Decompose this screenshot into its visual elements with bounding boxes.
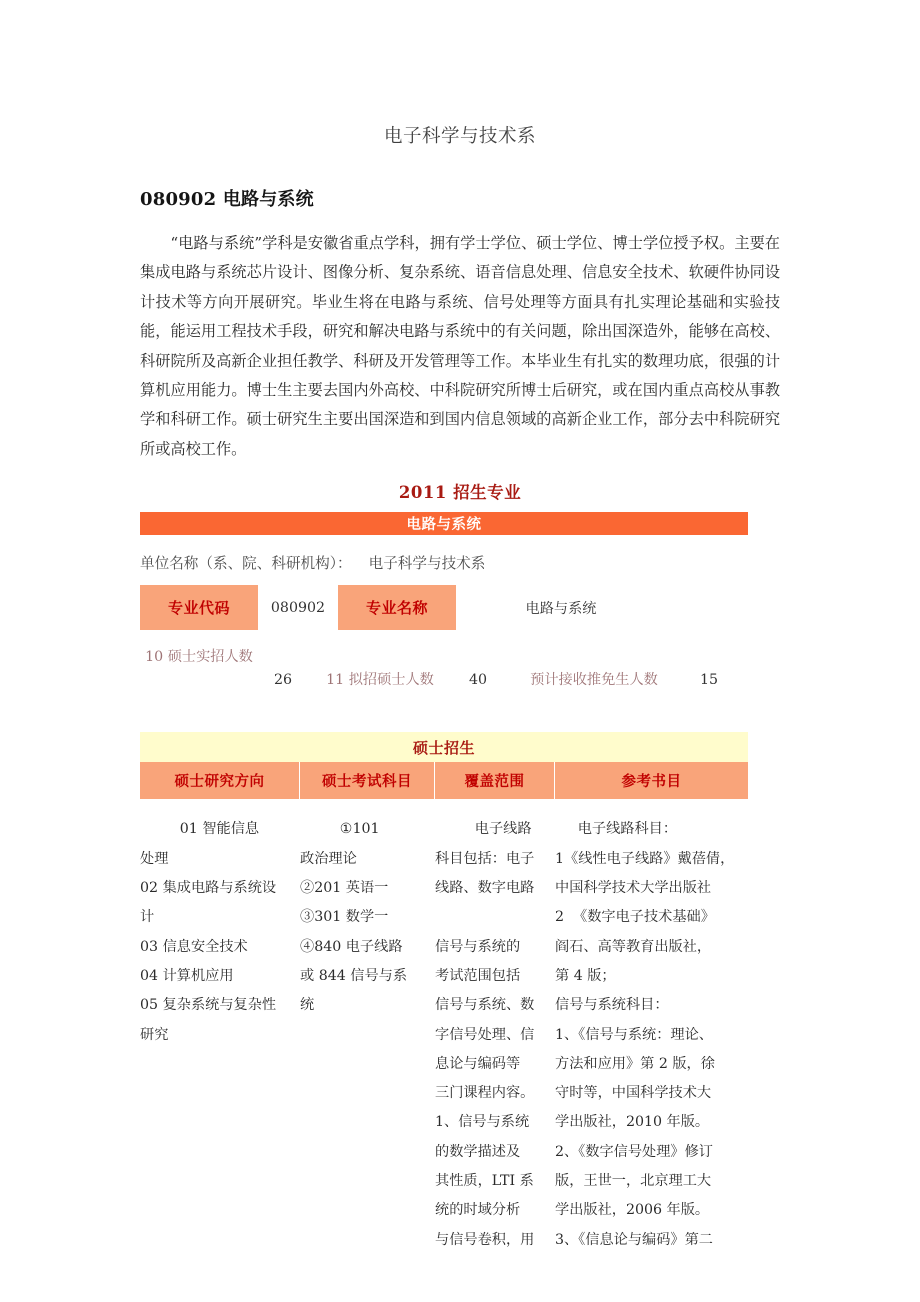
text-line: 1、信号与系统 bbox=[435, 1114, 530, 1131]
column-header-scope: 覆盖范围 bbox=[435, 762, 555, 799]
intro-paragraph: “电路与系统”学科是安徽省重点学科，拥有学士学位、硕士学位、博士学位授予权。主要在集成电路与系统芯片设计、图像分析、复杂系统、语音信息处理、信息安全技术、软硬件协同设计技术等方向开展研究。毕业生将在电路与系统、信号处理等方面具有扎实理论基础和实验技能，能运用工程技术手段，研究和解决电路与系统中的有关问题，除出国深造外，能够在高校、科研院所及高新企业担任教学、科研及开发管理等工作。本毕业生有扎实的数理功底，很强的计算机应用能力。博士生主要去国内外高校、中科院研究所博士后研究，或在国内重点高校从事教学和科研工作。硕士研究生主要出国深造和到国内信息领域的高新企业工作，部分去中科院研究所或高校工作。 bbox=[140, 234, 780, 458]
text-line: 息论与编码等 bbox=[435, 1055, 521, 1072]
text-line: 2 《数字电子技术基础》 bbox=[555, 909, 715, 926]
text-line: 守时等，中国科学技术大 bbox=[555, 1085, 712, 1102]
column-header-directions: 硕士研究方向 bbox=[140, 762, 300, 799]
cell-subjects bbox=[300, 815, 435, 1254]
major-code-value: 080902 bbox=[270, 599, 326, 616]
master-banner: 硕士招生 bbox=[140, 732, 748, 762]
unit-line bbox=[140, 552, 780, 573]
text-line: 05 复杂系统与复杂性 bbox=[140, 997, 277, 1014]
text-line: ②201 英语一 bbox=[300, 880, 389, 897]
text-line bbox=[435, 903, 545, 932]
text-line: 03 信息安全技术 bbox=[140, 938, 248, 955]
text-line: 1《线性电子线路》戴蓓倩， bbox=[555, 850, 735, 867]
text-line: ③301 数学一 bbox=[300, 909, 389, 926]
text-line: 统 bbox=[300, 997, 315, 1014]
text-line: 或 844 信号与系 bbox=[300, 967, 408, 984]
unit-value: 电子科学与技术系 bbox=[368, 555, 486, 573]
text-line: 科目包括：电子 bbox=[435, 850, 535, 867]
enrollment-row bbox=[140, 646, 780, 692]
master-table-header bbox=[140, 762, 748, 799]
text-line: 电子线路 bbox=[474, 821, 532, 838]
text-line: 处理 bbox=[140, 850, 169, 867]
major-name-value: 电路与系统 bbox=[525, 600, 597, 617]
text-line: 电子线路科目： bbox=[577, 821, 678, 838]
major-code-label: 专业代码 bbox=[140, 585, 258, 630]
enrollment-value-0: 26 bbox=[273, 672, 293, 689]
enrollment-value-2: 15 bbox=[699, 672, 719, 689]
text-line: 02 集成电路与系统设 bbox=[140, 880, 277, 897]
text-line: 考试范围包括 bbox=[435, 967, 521, 984]
text-line: 学出版社，2010 年版。 bbox=[555, 1114, 710, 1131]
master-admission-table bbox=[140, 732, 748, 1254]
page-content bbox=[140, 0, 780, 1255]
text-line: 三门课程内容。 bbox=[435, 1085, 535, 1102]
enrollment-label-2: 预计接收推免生人数 bbox=[530, 672, 658, 689]
enrollment-value-1: 40 bbox=[468, 672, 488, 689]
text-line: 其性质，LTI 系 bbox=[435, 1173, 534, 1189]
text-line: 3、《信息论与编码》第二 bbox=[555, 1231, 713, 1248]
major-code-row bbox=[140, 585, 780, 630]
section-heading: 080902 电路与系统 bbox=[140, 189, 314, 210]
text-line: 计 bbox=[140, 909, 155, 926]
text-line: 研究 bbox=[140, 1026, 169, 1043]
text-line: ①101 bbox=[339, 821, 380, 838]
unit-label: 单位名称（系、院、科研机构）： bbox=[140, 555, 352, 573]
major-name-label: 专业名称 bbox=[338, 585, 456, 630]
text-line: 04 计算机应用 bbox=[140, 967, 234, 984]
text-line: 信号与系统科目： bbox=[555, 997, 669, 1014]
text-line: 学出版社，2006 年版。 bbox=[555, 1202, 710, 1219]
document-title: 电子科学与技术系 bbox=[383, 126, 536, 147]
text-line: 信号与系统、数 bbox=[435, 997, 535, 1014]
text-line: 统的时域分析 bbox=[435, 1202, 521, 1219]
text-line: 1、《信号与系统：理论、 bbox=[555, 1026, 713, 1043]
text-line: ④840 电子线路 bbox=[300, 938, 403, 955]
enrollment-label-1: 11 拟招硕士人数 bbox=[326, 672, 434, 689]
text-line: 第 4 版； bbox=[555, 967, 616, 984]
year-title: 2011 招生专业 bbox=[398, 483, 522, 503]
text-line: 政治理论 bbox=[300, 850, 357, 867]
column-header-books: 参考书目 bbox=[621, 773, 682, 791]
master-table-body bbox=[140, 815, 748, 1254]
text-line: 信号与系统的 bbox=[435, 938, 521, 955]
text-line: 2、《数字信号处理》修订 bbox=[555, 1143, 713, 1160]
text-line: 线路、数字电路 bbox=[435, 880, 535, 897]
text-line: 01 智能信息 bbox=[179, 821, 260, 838]
text-line: 阎石、高等教育出版社， bbox=[555, 938, 712, 955]
text-line: 与信号卷积，用 bbox=[435, 1231, 535, 1248]
text-line: 字信号处理、信 bbox=[435, 1026, 535, 1043]
text-line: 的数学描述及 bbox=[435, 1143, 521, 1160]
cell-directions bbox=[140, 815, 300, 1254]
text-line: 版，王世一，北京理工大 bbox=[555, 1173, 712, 1189]
column-header-subjects: 硕士考试科目 bbox=[300, 762, 435, 799]
cell-scope bbox=[435, 815, 555, 1254]
major-banner: 电路与系统 bbox=[140, 512, 748, 535]
enrollment-label-0: 10 硕士实招人数 bbox=[145, 649, 253, 666]
text-line: 方法和应用》第 2 版，徐 bbox=[555, 1055, 715, 1072]
cell-books bbox=[555, 815, 748, 1254]
text-line: 中国科学技术大学出版社 bbox=[555, 880, 712, 897]
